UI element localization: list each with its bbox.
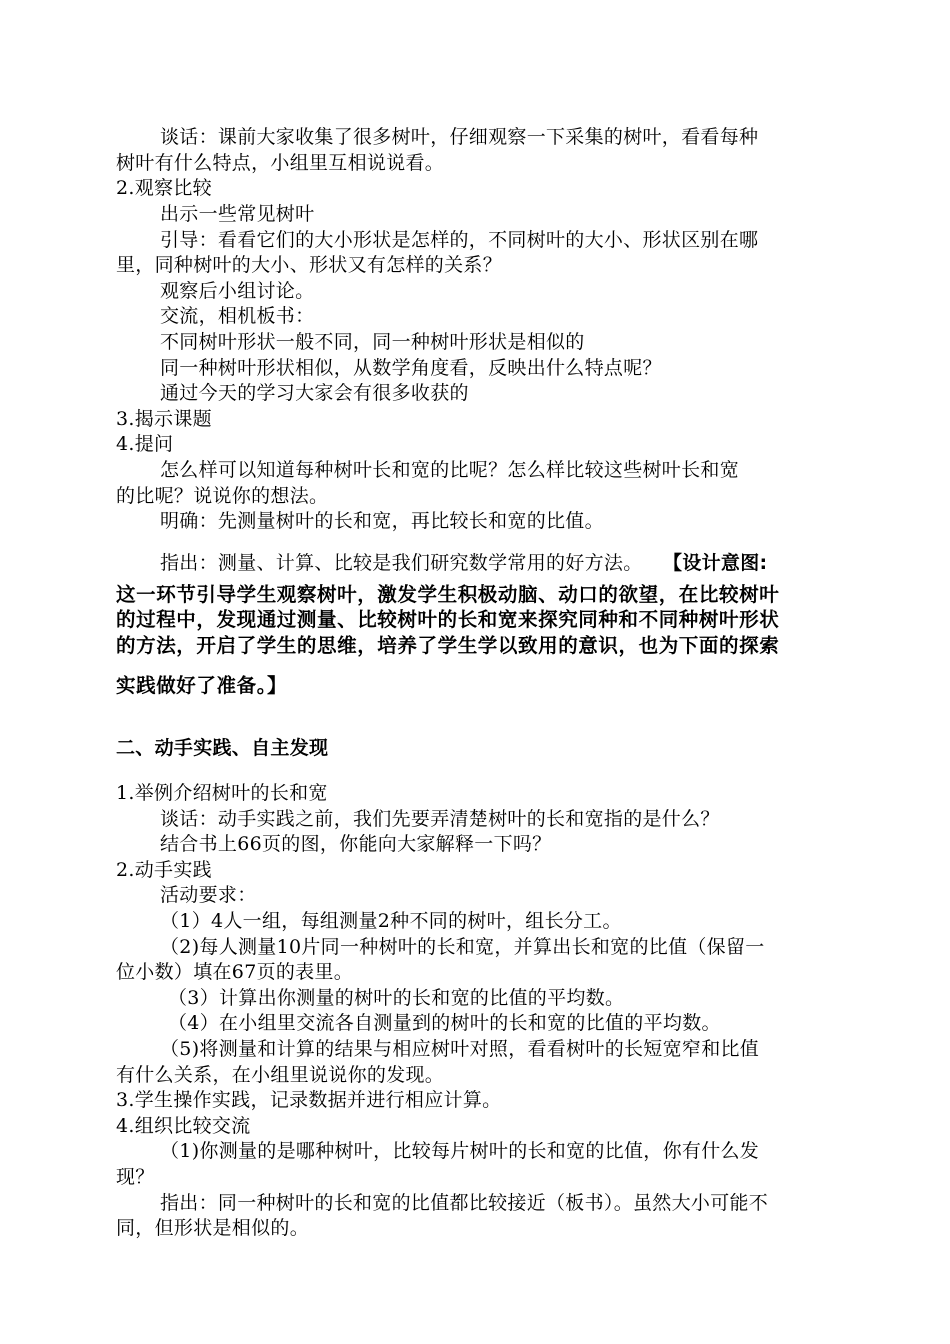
paragraph-line: 的比呢？说说你的想法。 <box>116 485 329 507</box>
section-item: 3.学生操作实践，记录数据并进行相应计算。 <box>116 1089 502 1111</box>
section-item: 4.组织比较交流 <box>116 1115 251 1137</box>
paragraph-line: 谈话：课前大家收集了很多树叶，仔细观察一下采集的树叶，看看每种 <box>160 126 759 148</box>
paragraph-line: 明确：先测量树叶的长和宽，再比较长和宽的比值。 <box>160 510 604 532</box>
paragraph-line: 出示一些常见树叶 <box>160 203 315 225</box>
design-intent-label: 【设计意图: <box>672 552 768 574</box>
list-item: 有什么关系，在小组里说说你的发现。 <box>116 1064 445 1086</box>
paragraph-line: 通过今天的学习大家会有很多收获的 <box>160 382 469 404</box>
paragraph-line: 怎么样可以知道每种树叶长和宽的比呢？怎么样比较这些树叶长和宽 <box>160 459 740 481</box>
list-item: （1)你测量的是哪种树叶，比较每片树叶的长和宽的比值，你有什么发 <box>160 1140 760 1162</box>
paragraph-line: 树叶有什么特点，小组里互相说说看。 <box>116 152 445 174</box>
list-item: （3）计算出你测量的树叶的长和宽的比值的平均数。 <box>168 987 625 1009</box>
paragraph-line: 里，同种树叶的大小、形状又有怎样的关系？ <box>116 254 503 276</box>
design-intent-text: 这一环节引导学生观察树叶，激发学生积极动脑、动口的欲望，在比较树叶 <box>116 583 780 606</box>
list-item: （2)每人测量10片同一种树叶的长和宽，并算出长和宽的比值（保留一 <box>160 936 765 958</box>
list-item: （4）在小组里交流各自测量到的树叶的长和宽的比值的平均数。 <box>168 1012 721 1034</box>
section-item: 3.揭示课题 <box>116 408 212 430</box>
paragraph-line: 谈话：动手实践之前，我们先要弄清楚树叶的长和宽指的是什么？ <box>160 808 720 830</box>
design-intent-text: 的过程中，发现通过测量、比较树叶的长和宽来探究同种和不同种树叶形状 <box>116 608 780 631</box>
paragraph-line: 同，但形状是相似的。 <box>116 1217 310 1239</box>
section-item: 4.提问 <box>116 433 174 455</box>
list-item: 位小数）填在67页的表里。 <box>116 961 354 983</box>
design-intent-text: 实践做好了准备。】 <box>116 674 288 697</box>
list-item: （1）4人一组，每组测量2种不同的树叶，组长分工。 <box>160 910 622 932</box>
paragraph-line: 交流，相机板书： <box>160 305 315 327</box>
section-heading: 二、动手实践、自主发现 <box>116 737 329 759</box>
paragraph-line: 同一种树叶形状相似，从数学角度看，反映出什么特点呢？ <box>160 357 662 379</box>
paragraph-line: 引导：看看它们的大小形状是怎样的，不同树叶的大小、形状区别在哪 <box>160 229 759 251</box>
paragraph-line: 结合书上66页的图，你能向大家解释一下吗？ <box>160 833 552 855</box>
section-item: 2.动手实践 <box>116 859 212 881</box>
paragraph-line: 不同树叶形状一般不同，同一种树叶形状是相似的 <box>160 331 585 353</box>
statement-text: 指出：测量、计算、比较是我们研究数学常用的好方法。 <box>160 552 643 574</box>
paragraph-line: 活动要求： <box>160 884 257 906</box>
paragraph-line: 指出：同一种树叶的长和宽的比值都比较接近（板书）。虽然大小可能不 <box>160 1192 769 1214</box>
section-item: 2.观察比较 <box>116 177 212 199</box>
paragraph-line <box>160 550 840 576</box>
list-item: 现？ <box>116 1166 155 1188</box>
design-intent-text: 的方法，开启了学生的思维，培养了学生学以致用的意识，也为下面的探索 <box>116 634 780 657</box>
section-item: 1.举例介绍树叶的长和宽 <box>116 782 328 804</box>
paragraph-line: 观察后小组讨论。 <box>160 280 315 302</box>
list-item: （5)将测量和计算的结果与相应树叶对照，看看树叶的长短宽窄和比值 <box>160 1038 760 1060</box>
